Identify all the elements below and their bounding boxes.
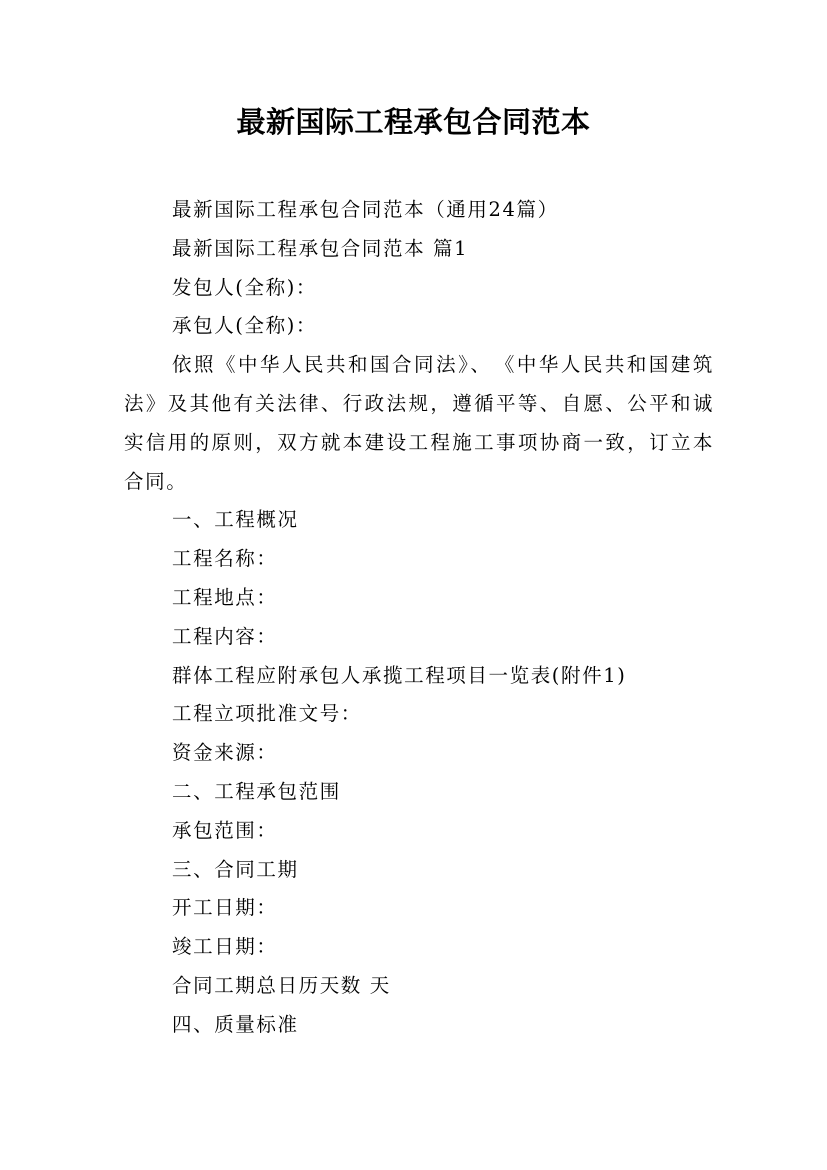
heading-contract-period: 三、合同工期	[172, 857, 299, 881]
document-body	[124, 191, 714, 1045]
paragraph-employer: 发包人(全称)：	[172, 275, 318, 299]
heading-project-overview: 一、工程概况	[172, 508, 299, 532]
heading-contract-scope: 二、工程承包范围	[172, 779, 341, 803]
field-total-days: 合同工期总日历天数 天	[172, 973, 391, 997]
field-funding-source: 资金来源：	[172, 741, 278, 765]
heading-quality-standard: 四、质量标准	[172, 1012, 299, 1036]
paragraph-attachment-note: 群体工程应附承包人承揽工程项目一览表(附件1)	[172, 663, 627, 687]
field-completion-date: 竣工日期：	[172, 935, 278, 959]
field-project-content: 工程内容：	[172, 624, 278, 648]
paragraph-contractor: 承包人(全称)：	[172, 314, 318, 338]
field-approval-number: 工程立项批准文号：	[172, 702, 362, 726]
paragraph-section-heading: 最新国际工程承包合同范本 篇1	[172, 236, 469, 260]
paragraph-subtitle: 最新国际工程承包合同范本（通用24篇）	[172, 198, 559, 221]
field-contract-scope: 承包范围：	[172, 818, 278, 842]
field-project-location: 工程地点：	[172, 585, 278, 609]
document-title: 最新国际工程承包合同范本	[236, 105, 591, 139]
field-start-date: 开工日期：	[172, 896, 278, 920]
paragraph-preamble: 依照《中华人民共和国合同法》、 《中华人民共和国建筑法》及其他有关法律、行政法规，遵循平等、自愿、公平和诚实信用的原则，双方就本建设工程施工事项协商一致，订立本合同。	[124, 353, 714, 493]
field-project-name: 工程名称：	[172, 547, 278, 571]
